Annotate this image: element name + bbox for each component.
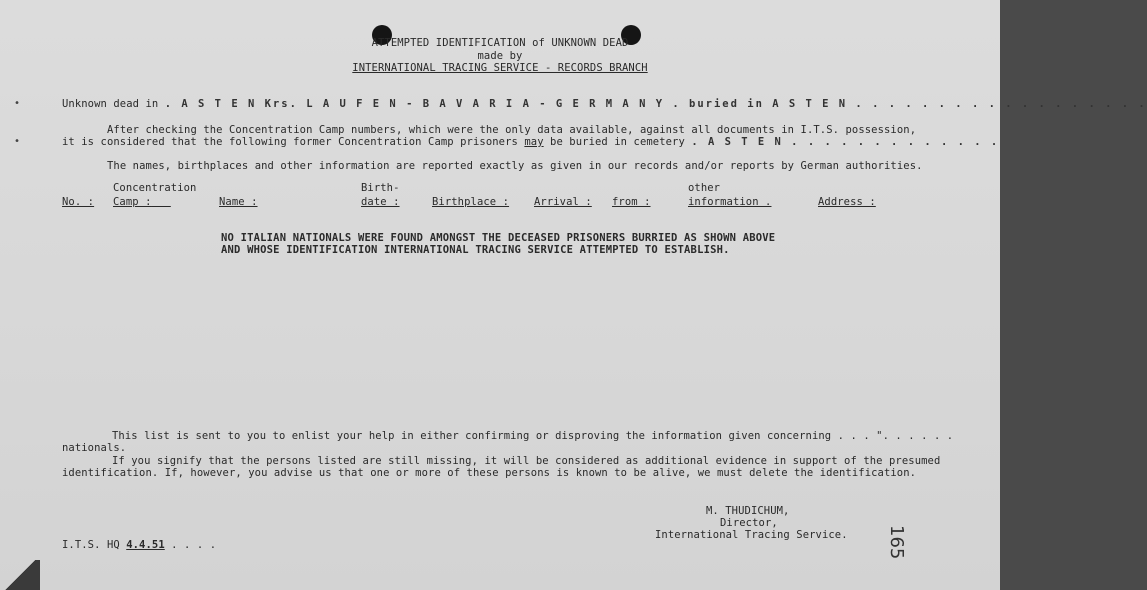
footer-line3: If you signify that the persons listed are still missing, it will be considered as additional evidence in support of the presumed [112,455,941,467]
signature-title: Director, [720,517,778,529]
torn-corner [0,560,40,590]
hq-dots: . . . . [171,539,217,551]
signature-name: M. THUDICHUM, [706,505,790,517]
col-from: from : [612,196,651,208]
notice-line1: NO ITALIAN NATIONALS WERE FOUND AMONGST THE DECEASED PRISONERS BURRIED AS SHOWN ABOVE [221,232,776,244]
cemetery-name: . A S T E N . . . . . . . . . . . . . [691,136,1000,148]
paragraph1-line2: it is considered that the following former Concentration Camp prisoners may be buried in cemetery . A S T E N . . . . . . . . . . . . . [62,136,1000,148]
hq-date: 4.4.51 [126,539,165,551]
hq-label: I.T.S. HQ [62,539,120,551]
col-birth-top: Birth- [361,182,400,194]
unknown-dead-line [62,98,1147,110]
col-address: Address : [818,196,876,208]
col-camp: Camp : [113,196,152,208]
signature-org: International Tracing Service. [655,529,848,541]
col-birthdate: date : [361,196,400,208]
footer-line2: nationals. [62,442,127,454]
unknown-dead-location: . A S T E N Krs. L A U F E N - B A V A R I A - G E R M A N Y . buried in A S T E N . . . . . . . . . . . . . . . . . . [164,98,1147,110]
footer-line4: identification. If, however, you advise us that one or more of these persons is known to be alive, we must delete the identification. [62,467,917,479]
col-birthplace: Birthplace : [432,196,510,208]
unknown-dead-prefix: Unknown dead in [62,98,159,110]
col-other: information . [688,196,772,208]
col-camp-top: Concentration [113,182,197,194]
margin-mark: • [14,98,21,109]
margin-mark: • [14,136,21,147]
paragraph2: The names, birthplaces and other information are reported exactly as given in our records and/or reports by German authorities. [107,160,923,172]
notice-line2: AND WHOSE IDENTIFICATION INTERNATIONAL TRACING SERVICE ATTEMPTED TO ESTABLISH. [221,244,730,256]
paragraph1-line1: After checking the Concentration Camp numbers, which were the only data available, against all documents in I.T.S. possession, [107,124,917,136]
header-subtitle: made by [477,50,523,62]
hq-line [62,539,216,551]
col-arrival: Arrival : [534,196,592,208]
col-other-top: other [688,182,721,194]
col-no: No. : [62,196,95,208]
header-org: INTERNATIONAL TRACING SERVICE - RECORDS BRANCH [352,62,648,74]
col-name: Name : [219,196,258,208]
header-title: ATTEMPTED IDENTIFICATION of UNKNOWN DEAD [371,37,629,49]
page-number: 165 [886,525,907,560]
footer-line1: This list is sent to you to enlist your help in either confirming or disproving the information given concerning . . . ". . . . . . [112,430,954,442]
